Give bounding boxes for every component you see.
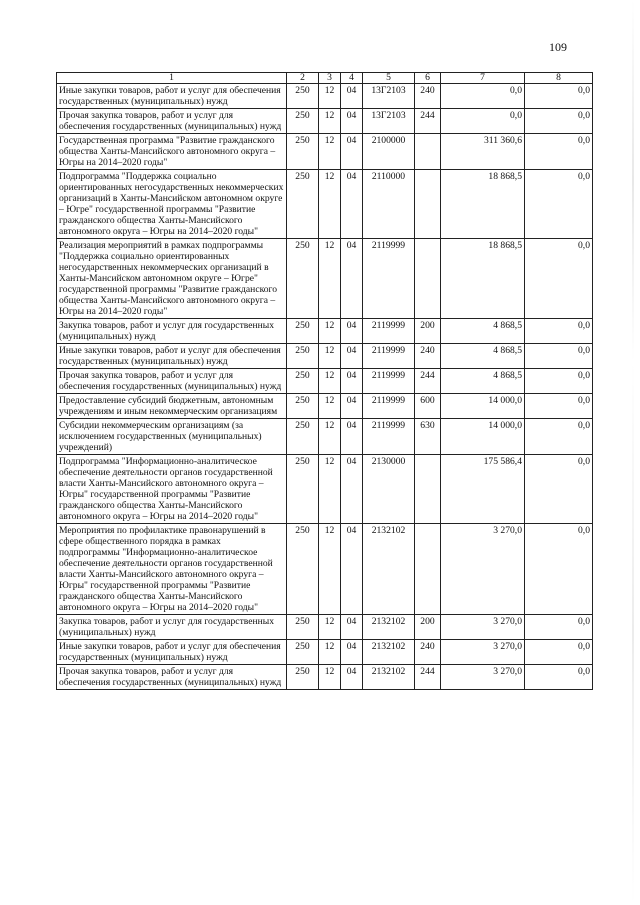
col-3-value: 12 (319, 134, 341, 170)
col-2-value: 250 (287, 419, 319, 455)
col-2-value: 250 (287, 640, 319, 665)
col-8-amount: 0,0 (525, 524, 593, 615)
col-8-amount: 0,0 (525, 239, 593, 319)
row-name: Прочая закупка товаров, работ и услуг для обеспечения государственных (муниципальных) нужд (57, 369, 287, 394)
col-6-value: 240 (415, 640, 441, 665)
col-5-value: 2130000 (363, 455, 415, 524)
col-2-value: 250 (287, 84, 319, 109)
col-2-value: 250 (287, 665, 319, 690)
col-3-value: 12 (319, 394, 341, 419)
col-6-value (415, 524, 441, 615)
col-5-value: 13Г2103 (363, 84, 415, 109)
row-name: Закупка товаров, работ и услуг для государственных (муниципальных) нужд (57, 319, 287, 344)
page-number: 109 (549, 40, 567, 54)
col-5-value: 2132102 (363, 665, 415, 690)
col-6-value (415, 239, 441, 319)
row-name: Субсидии некоммерческим организациям (за исключением государственных (муниципальных) учреждений) (57, 419, 287, 455)
col-2-value: 250 (287, 455, 319, 524)
col-4-value: 04 (341, 615, 363, 640)
col-7-amount: 18 868,5 (441, 170, 525, 239)
col-7-amount: 3 270,0 (441, 665, 525, 690)
table-row (57, 344, 593, 369)
col-4-value: 04 (341, 170, 363, 239)
col-6-value (415, 134, 441, 170)
col-6-value: 600 (415, 394, 441, 419)
row-name: Предоставление субсидий бюджетным, автономным учреждениям и иным некоммерческим организациям (57, 394, 287, 419)
col-7-amount: 0,0 (441, 109, 525, 134)
col-4-value: 04 (341, 640, 363, 665)
col-8-amount: 0,0 (525, 170, 593, 239)
col-3-value: 12 (319, 455, 341, 524)
col-4-value: 04 (341, 109, 363, 134)
table-row (57, 369, 593, 394)
row-name: Подпрограмма "Информационно-аналитическое обеспечение деятельности органов государственной власти Ханты-Мансийского автономного округа – Югры" государственной программы "Развитие гражданского общества Ханты-Мансийского автономного округа – Югры на 2014–2020 годы" (57, 455, 287, 524)
table-row (57, 170, 593, 239)
col-2-value: 250 (287, 170, 319, 239)
table-row (57, 615, 593, 640)
row-name: Прочая закупка товаров, работ и услуг для обеспечения государственных (муниципальных) нужд (57, 109, 287, 134)
col-7-amount: 4 868,5 (441, 319, 525, 344)
col-6-value: 244 (415, 665, 441, 690)
row-name: Иные закупки товаров, работ и услуг для обеспечения государственных (муниципальных) нужд (57, 640, 287, 665)
col-6-value: 200 (415, 615, 441, 640)
col-3-value: 12 (319, 524, 341, 615)
col-8-amount: 0,0 (525, 455, 593, 524)
col-8-amount: 0,0 (525, 419, 593, 455)
col-8-amount: 0,0 (525, 109, 593, 134)
col-8-amount: 0,0 (525, 319, 593, 344)
col-7-amount: 4 868,5 (441, 344, 525, 369)
col-5-value: 2132102 (363, 615, 415, 640)
col-7-amount: 3 270,0 (441, 615, 525, 640)
col-4-value: 04 (341, 369, 363, 394)
col-5-value: 2119999 (363, 369, 415, 394)
row-name: Прочая закупка товаров, работ и услуг для обеспечения государственных (муниципальных) нужд (57, 665, 287, 690)
table-row (57, 455, 593, 524)
col-5-value: 2119999 (363, 394, 415, 419)
col-6-value: 240 (415, 84, 441, 109)
column-header: 7 (441, 73, 525, 84)
col-8-amount: 0,0 (525, 394, 593, 419)
col-6-value: 200 (415, 319, 441, 344)
row-name: Иные закупки товаров, работ и услуг для обеспечения государственных (муниципальных) нужд (57, 344, 287, 369)
col-2-value: 250 (287, 369, 319, 394)
col-5-value: 2119999 (363, 239, 415, 319)
table-row (57, 394, 593, 419)
budget-table (56, 72, 593, 690)
scan-edge-shadow (632, 0, 634, 905)
col-4-value: 04 (341, 319, 363, 344)
col-4-value: 04 (341, 665, 363, 690)
col-3-value: 12 (319, 640, 341, 665)
col-7-amount: 311 360,6 (441, 134, 525, 170)
col-5-value: 2110000 (363, 170, 415, 239)
col-3-value: 12 (319, 419, 341, 455)
col-2-value: 250 (287, 109, 319, 134)
col-5-value: 2132102 (363, 524, 415, 615)
column-header: 8 (525, 73, 593, 84)
col-8-amount: 0,0 (525, 665, 593, 690)
col-7-amount: 175 586,4 (441, 455, 525, 524)
col-7-amount: 0,0 (441, 84, 525, 109)
col-3-value: 12 (319, 344, 341, 369)
row-name: Реализация мероприятий в рамках подпрограммы "Поддержка социально ориентированных негосударственных некоммерческих организаций в Ханты-Мансийском автономном округе – Югре" государственной программы "Развитие гражданского общества Ханты-Мансийского автономного округа – Югры на 2014–2020 годы" (57, 239, 287, 319)
col-8-amount: 0,0 (525, 84, 593, 109)
col-5-value: 2119999 (363, 344, 415, 369)
table-row (57, 524, 593, 615)
col-4-value: 04 (341, 455, 363, 524)
col-8-amount: 0,0 (525, 615, 593, 640)
col-7-amount: 3 270,0 (441, 640, 525, 665)
column-header: 6 (415, 73, 441, 84)
row-name: Закупка товаров, работ и услуг для государственных (муниципальных) нужд (57, 615, 287, 640)
col-7-amount: 3 270,0 (441, 524, 525, 615)
col-4-value: 04 (341, 84, 363, 109)
col-8-amount: 0,0 (525, 640, 593, 665)
col-3-value: 12 (319, 369, 341, 394)
col-2-value: 250 (287, 394, 319, 419)
column-header: 5 (363, 73, 415, 84)
col-5-value: 2100000 (363, 134, 415, 170)
table-row (57, 84, 593, 109)
row-name: Подпрограмма "Поддержка социально ориентированных негосударственных некоммерческих организаций в Ханты-Мансийском автономном округе – Югре" государственной программы "Развитие гражданского общества Ханты-Мансийского автономного округа – Югры на 2014–2020 годы" (57, 170, 287, 239)
col-2-value: 250 (287, 134, 319, 170)
col-5-value: 2119999 (363, 419, 415, 455)
col-3-value: 12 (319, 109, 341, 134)
col-7-amount: 14 000,0 (441, 419, 525, 455)
col-2-value: 250 (287, 319, 319, 344)
col-8-amount: 0,0 (525, 134, 593, 170)
col-5-value: 2132102 (363, 640, 415, 665)
col-6-value: 244 (415, 109, 441, 134)
col-3-value: 12 (319, 665, 341, 690)
col-7-amount: 14 000,0 (441, 394, 525, 419)
col-3-value: 12 (319, 170, 341, 239)
table-row (57, 640, 593, 665)
table-row (57, 239, 593, 319)
col-6-value (415, 170, 441, 239)
col-4-value: 04 (341, 394, 363, 419)
col-7-amount: 18 868,5 (441, 239, 525, 319)
table-row (57, 319, 593, 344)
col-6-value: 240 (415, 344, 441, 369)
col-7-amount: 4 868,5 (441, 369, 525, 394)
table-row (57, 109, 593, 134)
table-header-row (57, 73, 593, 84)
col-3-value: 12 (319, 84, 341, 109)
col-2-value: 250 (287, 239, 319, 319)
table-row (57, 134, 593, 170)
col-4-value: 04 (341, 344, 363, 369)
col-4-value: 04 (341, 524, 363, 615)
col-8-amount: 0,0 (525, 344, 593, 369)
col-4-value: 04 (341, 134, 363, 170)
col-6-value: 244 (415, 369, 441, 394)
column-header: 4 (341, 73, 363, 84)
row-name: Государственная программа "Развитие гражданского общества Ханты-Мансийского автономного округа – Югры на 2014–2020 годы" (57, 134, 287, 170)
col-3-value: 12 (319, 615, 341, 640)
col-5-value: 13Г2103 (363, 109, 415, 134)
row-name: Иные закупки товаров, работ и услуг для обеспечения государственных (муниципальных) нужд (57, 84, 287, 109)
col-5-value: 2119999 (363, 319, 415, 344)
row-name: Мероприятия по профилактике правонарушений в сфере общественного порядка в рамках подпрограммы "Информационно-аналитическое обеспечение деятельности органов государственной власти Ханты-Мансийского автономного округа – Югры" государственной программы "Развитие гражданского общества Ханты-Мансийского автономного округа – Югры на 2014–2020 годы" (57, 524, 287, 615)
col-6-value: 630 (415, 419, 441, 455)
col-2-value: 250 (287, 344, 319, 369)
col-2-value: 250 (287, 524, 319, 615)
column-header: 2 (287, 73, 319, 84)
col-3-value: 12 (319, 319, 341, 344)
col-2-value: 250 (287, 615, 319, 640)
table-row (57, 419, 593, 455)
column-header: 1 (57, 73, 287, 84)
table-row (57, 665, 593, 690)
col-4-value: 04 (341, 239, 363, 319)
column-header: 3 (319, 73, 341, 84)
col-8-amount: 0,0 (525, 369, 593, 394)
col-3-value: 12 (319, 239, 341, 319)
col-4-value: 04 (341, 419, 363, 455)
col-6-value (415, 455, 441, 524)
